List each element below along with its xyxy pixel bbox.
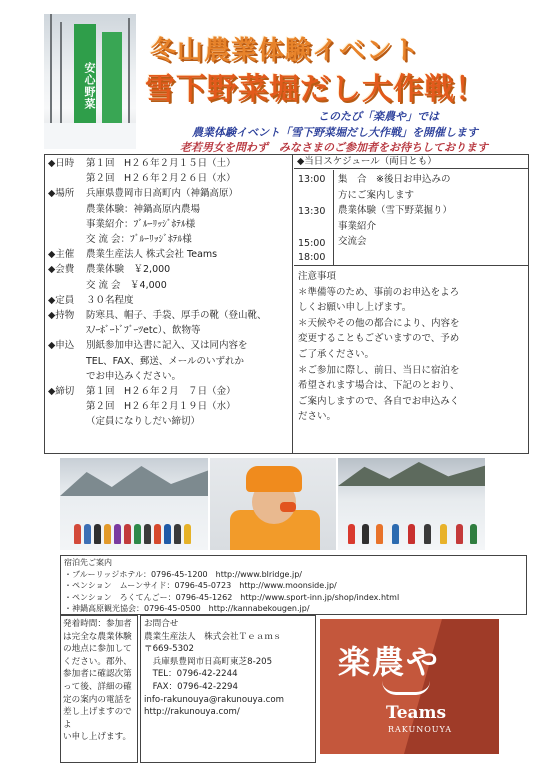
date-2: 第２回 H２６年２月２６日（水） bbox=[86, 173, 236, 185]
deadline-1: 第１回 H２６年２月 ７日（金） bbox=[86, 386, 236, 398]
notice-box bbox=[294, 267, 528, 427]
lodging-row: ・ペンション ムーンサイド：0796-45-0723 http://www.moonside.jp/ bbox=[64, 581, 337, 590]
notice-line: ださい。 bbox=[298, 411, 337, 423]
host: 農業生産法人 株式会社 Teams bbox=[86, 249, 218, 261]
deadline-2: 第２回 H２６年２月１９日（水） bbox=[86, 401, 236, 413]
notice-line: ＊準備等のため、事前のお申込をよろ bbox=[298, 286, 460, 298]
note-line: の地点に参加して bbox=[63, 644, 132, 655]
schedule-items bbox=[338, 172, 524, 250]
notice-line: ＊天候やその他の都合により、内容を bbox=[298, 317, 460, 329]
apply-3: でお申込みください。 bbox=[86, 370, 182, 382]
place-party: 交 流 会：ﾌﾞﾙｰﾘｯｼﾞﾎﾃﾙ様 bbox=[86, 234, 192, 246]
contact-heading: お問合せ bbox=[144, 619, 179, 629]
contact-address: 兵庫県豊岡市日高町東芝8-205 bbox=[144, 656, 273, 667]
deadline-key: ◆締切 bbox=[48, 386, 75, 398]
note-line: 定の案内の電話を bbox=[63, 694, 132, 705]
note-line: 発着時間：参加者 bbox=[63, 619, 132, 629]
contact-tel: TEL：0796-42-2244 bbox=[144, 669, 238, 680]
schedule-heading: ◆当日スケジュール（両日とも） bbox=[294, 155, 528, 169]
contact-website[interactable]: http://rakunouya.com/ bbox=[144, 707, 240, 718]
logo-brand: Teams bbox=[386, 703, 447, 723]
field-photo bbox=[338, 458, 485, 550]
lodging-info bbox=[60, 555, 527, 615]
schedule-table bbox=[294, 170, 528, 266]
subtitle-line2: 農業体験イベント「雪下野菜堀だし大作戦」を開催します bbox=[192, 126, 478, 139]
schedule-line: 交流会 bbox=[338, 236, 367, 248]
note-line: って後、詳細の確 bbox=[63, 681, 132, 692]
event-details bbox=[45, 155, 293, 453]
contact-fax: FAX：0796-42-2294 bbox=[144, 681, 238, 692]
group-photo bbox=[60, 458, 208, 550]
contact-email[interactable]: info-rakunouya@rakunouya.com bbox=[144, 694, 284, 705]
items-2: ｽﾉｰﾎﾞｰﾄﾞﾌﾞｰﾂetc）、飲物等 bbox=[86, 325, 201, 337]
note-line: い申し上げます。 bbox=[63, 732, 132, 743]
place: 兵庫県豊岡市日高町内（神鍋高原） bbox=[86, 188, 239, 200]
notice-heading: 注意事項 bbox=[298, 271, 337, 282]
schedule-times bbox=[294, 170, 334, 265]
schedule-line: 事業紹介 bbox=[338, 220, 377, 232]
contact-postal: 〒669-5302 bbox=[144, 644, 194, 655]
rakunouya-logo bbox=[320, 619, 499, 754]
place-key: ◆場所 bbox=[48, 188, 75, 200]
schedule-and-notice bbox=[294, 155, 528, 453]
schedule-line: 集 合 ※後日お申込みの bbox=[338, 174, 451, 185]
items-key: ◆持物 bbox=[48, 310, 75, 322]
contact-company: 農業生産法人 株式会社Ｔｅａｍｓ bbox=[144, 631, 282, 642]
fee-key: ◆会費 bbox=[48, 264, 75, 276]
apply-key: ◆申込 bbox=[48, 340, 75, 352]
schedule-time: 13:00 bbox=[298, 174, 326, 185]
fee-1: 農業体験 ￥2,000 bbox=[86, 264, 171, 276]
logo-subbrand: RAKUNOUYA bbox=[388, 725, 452, 734]
title-line2: 雪下野菜堀だし大作戦！ bbox=[145, 72, 486, 107]
date-key: ◆日時 bbox=[48, 158, 75, 169]
notice-line: ご案内しますので、各自でお申込みく bbox=[298, 395, 460, 407]
apply-1: 別紙参加申込書に記入、又は同内容を bbox=[86, 340, 248, 352]
host-key: ◆主催 bbox=[48, 249, 75, 261]
photo-strip bbox=[60, 458, 485, 550]
subtitle-line1: このたび「楽農や」では bbox=[318, 110, 439, 123]
participation-note bbox=[60, 615, 138, 763]
flag-photo bbox=[44, 14, 136, 149]
deadline-3: （定員になりしだい締切） bbox=[86, 416, 201, 428]
apply-2: TEL、FAX、郵送、メールのいずれか bbox=[86, 355, 245, 367]
note-line: 参加者に確認次第 bbox=[63, 669, 132, 680]
lodging-row: ・ペンション ろくてんごー：0796-45-1262 http://www.sport-inn.jp/shop/index.html bbox=[64, 592, 400, 602]
flag-banner: 安心野菜 bbox=[74, 24, 96, 144]
subtitle-line3: 老若男女を問わず みなさまのご参加者をお待ちしております bbox=[180, 141, 488, 154]
items-1: 防寒具、帽子、手袋、厚手の靴（登山靴、 bbox=[86, 310, 267, 322]
contact-info bbox=[140, 615, 316, 763]
capacity-key: ◆定員 bbox=[48, 294, 75, 306]
schedule-time: 18:00 bbox=[298, 252, 326, 263]
schedule-time: 13:30 bbox=[298, 206, 326, 217]
tasting-photo bbox=[210, 458, 336, 550]
date-1: 第１回 H２６年２月１５日（土） bbox=[86, 158, 236, 169]
fee-2: 交 流 会 ￥4,000 bbox=[86, 279, 167, 291]
notice-line: ご了承ください。 bbox=[298, 348, 375, 360]
lodging-row: ・神鍋高原観光協会：0796-45-0500 http://kannabekougen.jp/ bbox=[64, 604, 310, 613]
title-line1: 冬山農業体験イベント bbox=[150, 36, 421, 66]
logo-mark: 楽農や bbox=[338, 643, 441, 681]
note-line: 差し上げますのでよ bbox=[63, 707, 132, 730]
event-info-table bbox=[44, 154, 529, 454]
schedule-line: 方にご案内します bbox=[338, 189, 415, 201]
note-line: ください。郡外、 bbox=[63, 656, 132, 667]
schedule-line: 農業体験（雪下野菜掘り） bbox=[338, 205, 453, 217]
notice-line: しくお願い申し上げます。 bbox=[298, 302, 412, 314]
notice-line: ＊ご参加に際し、前日、当日に宿泊を bbox=[298, 364, 460, 376]
capacity: ３０名程度 bbox=[86, 294, 134, 306]
note-line: は完全な農業体験 bbox=[63, 631, 132, 642]
schedule-time: 15:00 bbox=[298, 238, 326, 249]
lodging-row: ・ブルーリッジホテル：0796-45-1200 http://www.blridge.jp/ bbox=[64, 569, 303, 579]
notice-line: 変更することもございますので、予め bbox=[298, 333, 460, 345]
place-farm: 農業体験：神鍋高原内農場 bbox=[86, 203, 201, 215]
lodging-heading: 宿泊先ご案内 bbox=[64, 558, 112, 567]
notice-line: 希望されます場合は、下記のとおり、 bbox=[298, 380, 460, 392]
place-intro: 事業紹介：ﾌﾞﾙｰﾘｯｼﾞﾎﾃﾙ様 bbox=[86, 218, 196, 230]
